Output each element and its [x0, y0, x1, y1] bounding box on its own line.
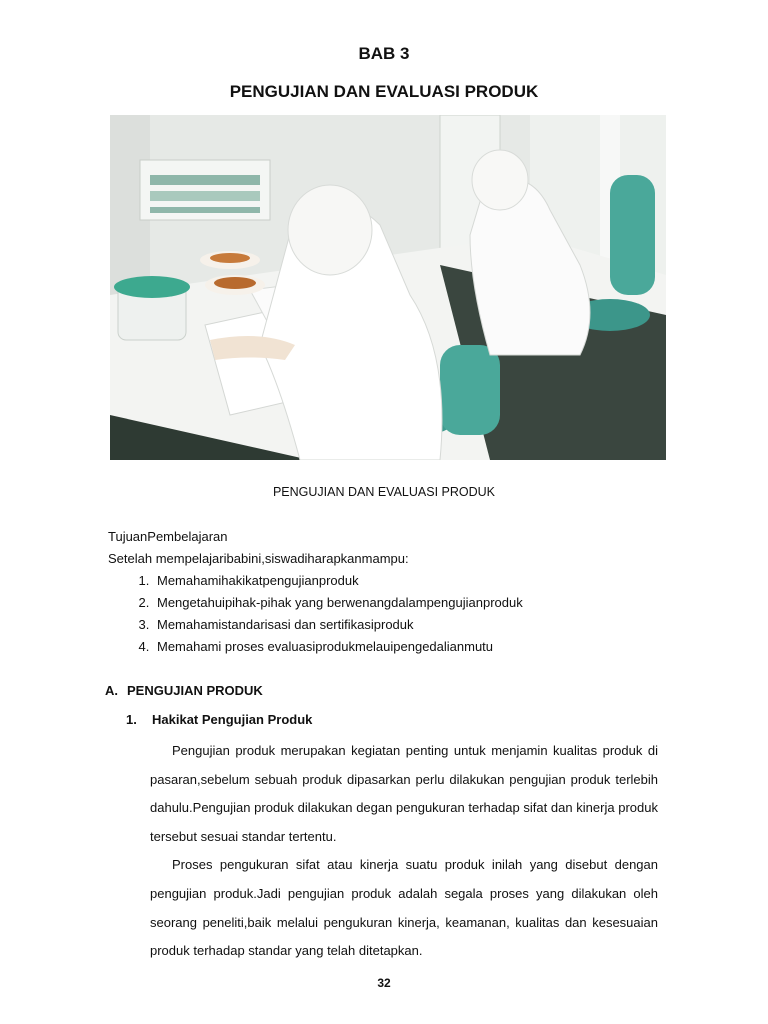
lab-photo: [110, 115, 666, 460]
objectives-list: [108, 570, 668, 658]
page-number: 32: [377, 976, 391, 990]
objective-item: 4. Memahami proses evaluasiprodukmelauipengedalianmutu: [153, 636, 668, 658]
figure-caption: PENGUJIAN DAN EVALUASI PRODUK: [272, 485, 496, 499]
chapter-title: PENGUJIAN DAN EVALUASI PRODUK: [229, 82, 539, 101]
subsection-title: Hakikat Pengujian Produk: [152, 712, 313, 727]
objectives-heading: TujuanPembelajaran: [108, 529, 228, 544]
paragraph: Pengujian produk merupakan kegiatan penting untuk menjamin kualitas produk di pasaran,sebelum sebuah produk dipasarkan perlu dilakukan pengujian produk terlebih dahulu.Pengujian produk dilakukan degan pengukuran terhadap sifat dan kinerja produk tersebut sesuai standar tertentu.: [150, 743, 658, 844]
section-title: PENGUJIAN PRODUK: [127, 683, 263, 698]
section-marker: A.: [105, 683, 118, 698]
objective-item: 2. Mengetahuipihak-pihak yang berwenangdalampengujianproduk: [153, 592, 668, 614]
paragraph: Proses pengukuran sifat atau kinerja suatu produk inilah yang disebut dengan pengujian produk.Jadi pengujian produk adalah segala proses yang dilakukan oleh seorang peneliti,baik melalui pengukuran kinerja, keamanan, kualitas dan kesesuaian produk terhadap standar yang telah ditetapkan.: [150, 857, 658, 959]
objective-item: 1. Memahamihakikatpengujianproduk: [153, 570, 668, 592]
subsection-marker: 1.: [126, 712, 137, 727]
learning-objectives: [108, 526, 668, 658]
subsection-heading: [126, 712, 312, 727]
objectives-intro: Setelah mempelajaribabini,siswadiharapkanmampu:: [108, 551, 409, 566]
chapter-number: BAB 3: [358, 44, 410, 63]
body-text: [150, 737, 658, 966]
objective-item: 3. Memahamistandarisasi dan sertifikasiproduk: [153, 614, 668, 636]
section-heading: [105, 683, 263, 698]
